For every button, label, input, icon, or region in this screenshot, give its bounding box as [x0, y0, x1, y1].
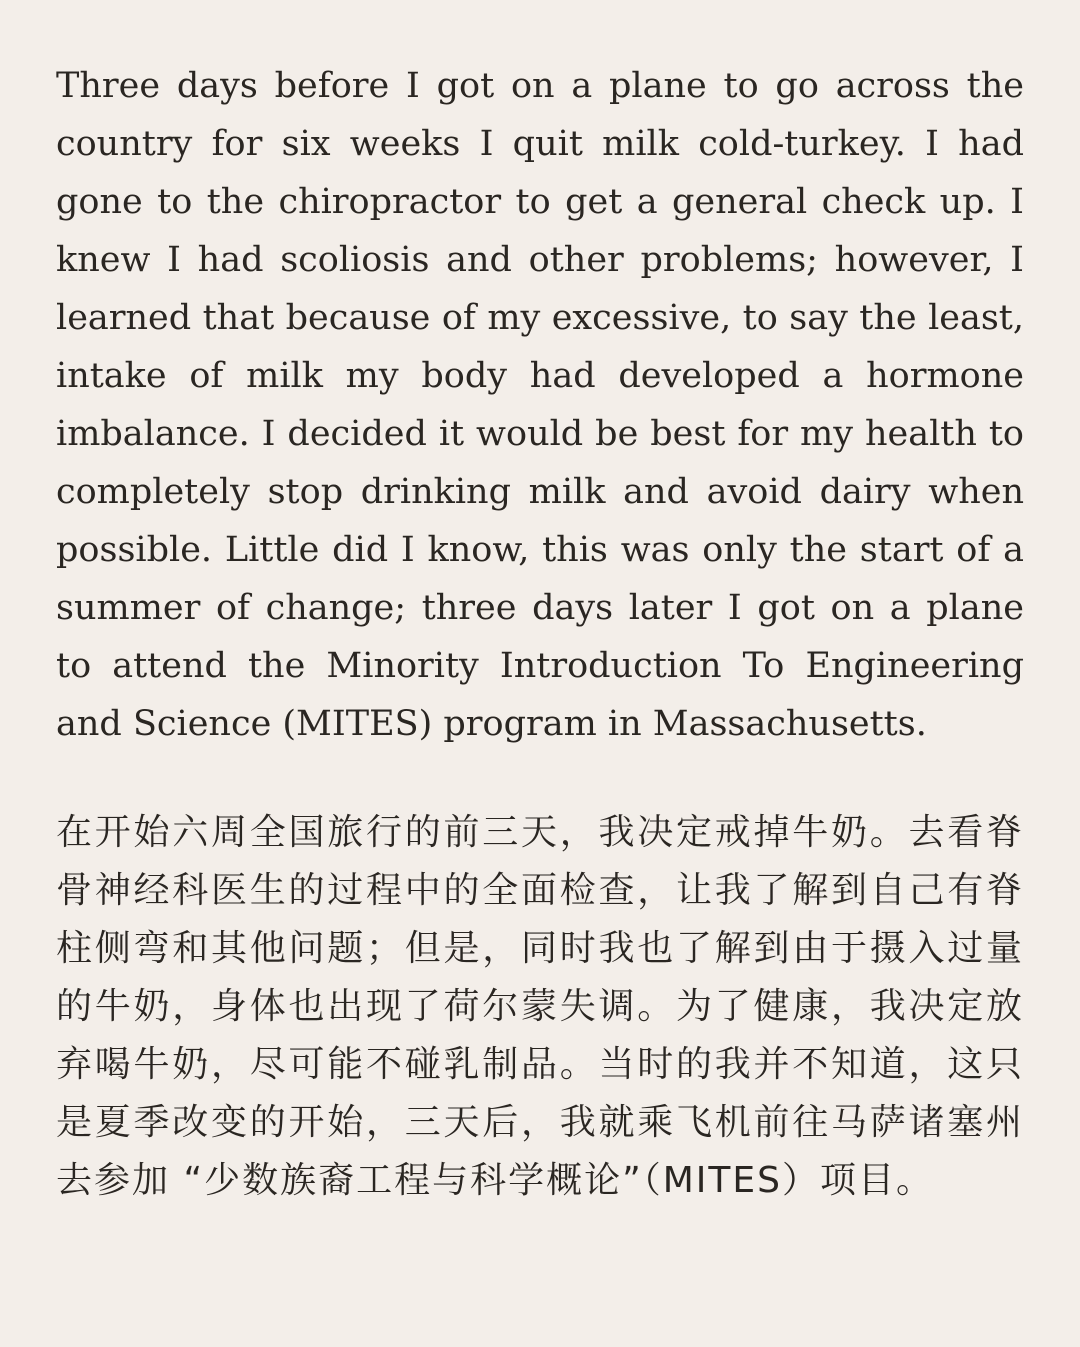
english-paragraph: Three days before I got on a plane to go across the country for six weeks I quit milk cold-turkey. I had gone to the chiropractor to get a general check up. I knew I had scoliosis and other problems; however, I learned that because of my excessive, to say the least, intake of milk my body had developed a hormone imbalance. I decided it would be best for my health to completely stop drinking milk and avoid dairy when possible. Little did I know, this was only the start of a summer of change; three days later I got on a plane to attend the Minority Introduction To Engineering and Science (MITES) program in Massachusetts. [56, 66, 1024, 744]
chinese-paragraph: 在开始六周全国旅行的前三天，我决定戒掉牛奶。去看脊骨神经科医生的过程中的全面检查，让我了解到自己有脊柱侧弯和其他问题；但是，同时我也了解到由于摄入过量的牛奶，身体也出现了荷尔蒙失调。为了健康，我决定放弃喝牛奶，尽可能不碰乳制品。当时的我并不知道，这只是夏季改变的开始，三天后，我就乘飞机前往马萨诸塞州去参加 “少数族裔工程与科学概论”（MITES）项目。 [56, 812, 1024, 1201]
